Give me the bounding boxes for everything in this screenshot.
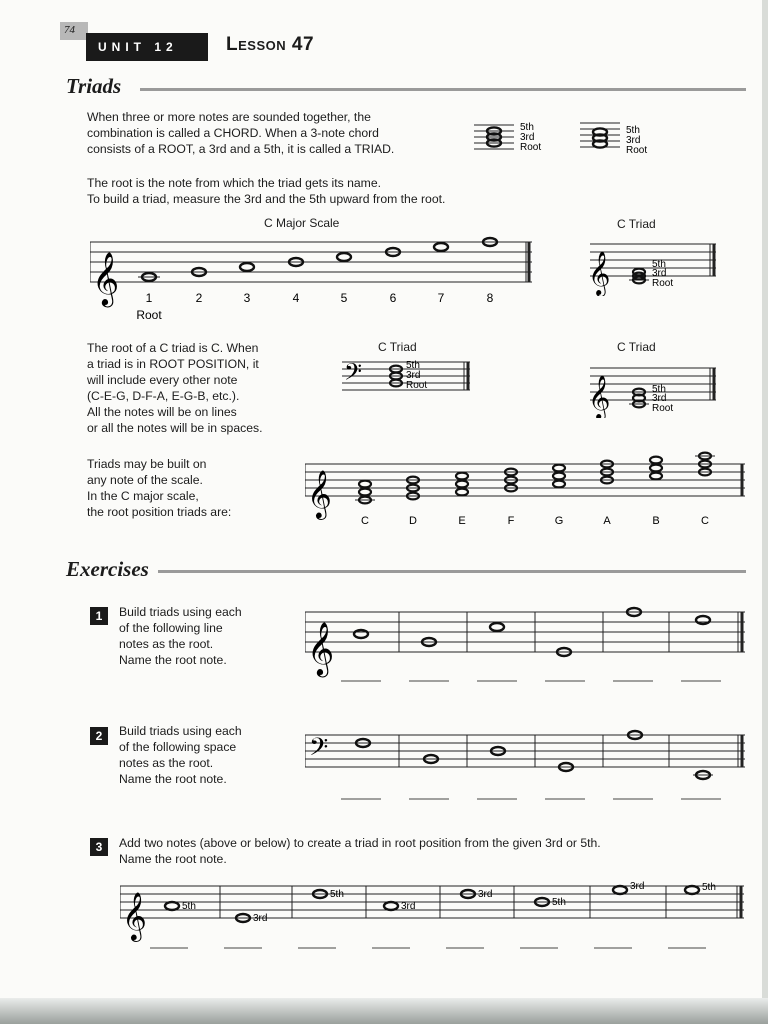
label-5th: 5th bbox=[652, 259, 666, 270]
exercise-line: of the following space bbox=[119, 740, 237, 754]
intro-line: consists of a ROOT, a 3rd and a 5th, it is called a TRIAD. bbox=[87, 142, 395, 156]
intro-line: When three or more notes are sounded together, the bbox=[87, 110, 371, 124]
scale-note bbox=[434, 243, 448, 251]
root-position-line: will include every other note bbox=[87, 373, 238, 387]
c-triad-treble-staff-1 bbox=[586, 232, 726, 296]
c-triad-label: C Triad bbox=[617, 217, 656, 231]
built-line: Triads may be built on bbox=[87, 457, 207, 471]
triad-name: C bbox=[701, 515, 709, 527]
interval-label: 5th bbox=[552, 897, 566, 908]
scale-degree: 7 bbox=[437, 291, 445, 305]
scale-degree: 2 bbox=[195, 291, 203, 305]
exercises-heading: Exercises bbox=[66, 557, 149, 581]
label-3rd: 3rd bbox=[520, 132, 535, 143]
root-position-line: All the notes will be on lines bbox=[87, 405, 237, 419]
exercise-3-text bbox=[119, 835, 601, 867]
label-5th: 5th bbox=[520, 122, 534, 133]
lesson-title: Lesson 47 bbox=[226, 34, 315, 55]
triad-name: B bbox=[652, 515, 660, 527]
treble-clef-icon: 𝄞 bbox=[307, 621, 335, 675]
triad-name: C bbox=[361, 515, 369, 527]
label-root: Root bbox=[652, 403, 674, 414]
given-note bbox=[165, 902, 179, 910]
explain-line: To build a triad, measure the 3rd and the 5th upward from the root. bbox=[87, 192, 446, 206]
label-5th: 5th bbox=[406, 360, 420, 371]
label-root: Root bbox=[652, 278, 674, 289]
page-number: 74 bbox=[60, 22, 88, 40]
interval-label: 3rd bbox=[401, 901, 416, 912]
bass-clef-icon: 𝄢 bbox=[309, 733, 329, 768]
triad-chord bbox=[456, 473, 468, 496]
interval-label: 3rd bbox=[478, 889, 493, 900]
given-note bbox=[384, 902, 398, 910]
triad-chord bbox=[553, 465, 565, 488]
root-label: Root bbox=[136, 308, 162, 322]
exercise-1-staff[interactable] bbox=[305, 598, 753, 688]
given-note bbox=[354, 630, 368, 638]
chord-diagram-1 bbox=[474, 122, 541, 153]
scale-note bbox=[337, 253, 351, 261]
label-root: Root bbox=[406, 380, 428, 391]
triads-heading-rule bbox=[140, 88, 746, 91]
chord-diagrams bbox=[470, 117, 660, 161]
exercise-2-text bbox=[119, 723, 242, 787]
intro-line: combination is called a CHORD. When a 3-note chord bbox=[87, 126, 379, 140]
given-note bbox=[685, 886, 699, 894]
chord-diagram-2 bbox=[580, 123, 647, 156]
c-major-scale-staff bbox=[90, 230, 540, 330]
treble-clef-icon: 𝄞 bbox=[588, 375, 611, 418]
label-3rd: 3rd bbox=[406, 370, 421, 381]
triad-name: F bbox=[507, 515, 515, 527]
root-position-line: or all the notes will be in spaces. bbox=[87, 421, 263, 435]
scale-note bbox=[240, 263, 254, 271]
exercise-line: Name the root note. bbox=[119, 653, 227, 667]
given-note bbox=[613, 886, 627, 894]
triad-name: D bbox=[409, 515, 417, 527]
given-note bbox=[490, 623, 504, 631]
c-triad-bass-label: C Triad bbox=[378, 340, 417, 354]
scale-degree: 1 bbox=[145, 291, 153, 305]
treble-clef-icon: 𝄞 bbox=[307, 469, 332, 518]
scale-notes bbox=[142, 238, 497, 281]
built-line: the root position triads are: bbox=[87, 505, 232, 519]
root-position-text bbox=[87, 340, 262, 436]
triads-explain bbox=[87, 175, 445, 207]
triad-names bbox=[361, 515, 709, 527]
c-major-triads-staff bbox=[305, 450, 753, 530]
scale-degree: 8 bbox=[486, 291, 494, 305]
label-3rd: 3rd bbox=[652, 268, 667, 279]
exercise-line: Build triads using each bbox=[119, 724, 242, 738]
exercise-line: Build triads using each bbox=[119, 605, 242, 619]
c-triad-treble-staff-2 bbox=[586, 356, 726, 418]
c-triad-bass-staff bbox=[340, 356, 480, 400]
exercise-number-1: 1 bbox=[90, 607, 108, 625]
exercise-1-text bbox=[119, 604, 242, 668]
c-triad-label-2: C Triad bbox=[617, 340, 656, 354]
built-text bbox=[87, 456, 231, 520]
root-position-line: a triad is in ROOT POSITION, it bbox=[87, 357, 259, 371]
triad-name: E bbox=[458, 515, 466, 527]
scale-degree: 6 bbox=[389, 291, 397, 305]
bass-clef-icon: 𝄢 bbox=[344, 358, 363, 391]
exercise-line: notes as the root. bbox=[119, 756, 214, 770]
treble-clef-icon: 𝄞 bbox=[92, 251, 120, 305]
unit-banner: UNIT 12 bbox=[86, 33, 208, 61]
interval-label: 5th bbox=[182, 901, 196, 912]
triad-name: A bbox=[603, 515, 611, 527]
scale-degree: 5 bbox=[340, 291, 348, 305]
label-5th: 5th bbox=[626, 125, 640, 136]
exercise-number-2: 2 bbox=[90, 727, 108, 745]
exercises-heading-rule bbox=[158, 570, 746, 573]
exercise-3-staff[interactable] bbox=[120, 872, 750, 958]
triad-chord bbox=[650, 457, 662, 480]
label-3rd: 3rd bbox=[626, 135, 641, 146]
treble-clef-icon: 𝄞 bbox=[122, 891, 147, 940]
triads-intro bbox=[87, 109, 394, 157]
interval-label: 5th bbox=[702, 882, 716, 893]
triad-name: G bbox=[554, 515, 564, 527]
built-line: any note of the scale. bbox=[87, 473, 203, 487]
exercise-line: of the following line bbox=[119, 621, 223, 635]
treble-clef-icon: 𝄞 bbox=[588, 251, 611, 295]
scale-degrees bbox=[136, 291, 493, 322]
explain-line: The root is the note from which the triad gets its name. bbox=[87, 176, 381, 190]
exercise-line: Name the root note. bbox=[119, 772, 227, 786]
root-position-line: (C-E-G, D-F-A, E-G-B, etc.). bbox=[87, 389, 240, 403]
scale-title: C Major Scale bbox=[264, 216, 340, 230]
interval-label: 5th bbox=[330, 889, 344, 900]
label-root: Root bbox=[520, 142, 542, 153]
exercise-2-staff[interactable] bbox=[305, 726, 753, 808]
label-root: Root bbox=[626, 145, 648, 156]
triads-heading: Triads bbox=[66, 74, 122, 98]
scale-degree: 3 bbox=[243, 291, 251, 305]
interval-label: 3rd bbox=[253, 913, 268, 924]
root-position-line: The root of a C triad is C. When bbox=[87, 341, 259, 355]
scanner-edge bbox=[0, 998, 768, 1024]
label-5th: 5th bbox=[652, 384, 666, 395]
exercise-number-3: 3 bbox=[90, 838, 108, 856]
exercise-line: Name the root note. bbox=[119, 852, 227, 866]
given-note bbox=[696, 616, 710, 624]
exercise-line: notes as the root. bbox=[119, 637, 214, 651]
exercise-line: Add two notes (above or below) to create a triad in root position from the given 3rd or 5th. bbox=[119, 836, 601, 850]
built-line: In the C major scale, bbox=[87, 489, 199, 503]
scale-degree: 4 bbox=[292, 291, 300, 305]
label-3rd: 3rd bbox=[652, 393, 667, 404]
interval-label: 3rd bbox=[630, 881, 645, 892]
